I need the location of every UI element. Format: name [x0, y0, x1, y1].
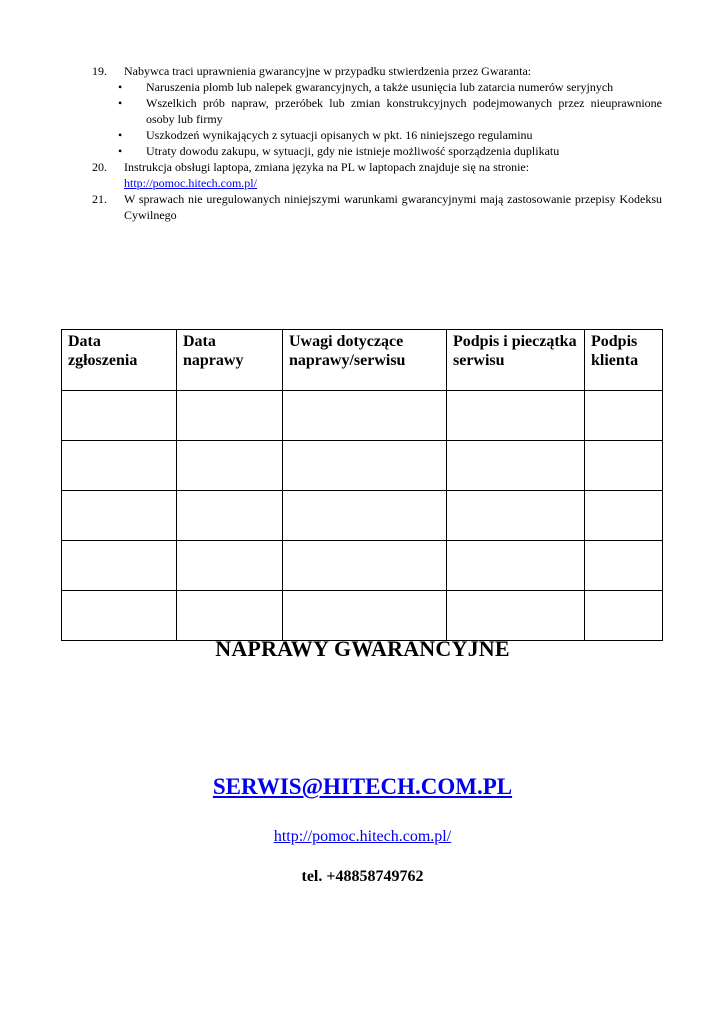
table-row [62, 491, 663, 541]
header-notes: Uwagi dotyczące naprawy/serwisu [283, 330, 447, 391]
term-19 [84, 63, 662, 79]
bullet-icon: • [118, 144, 123, 158]
term-20 [84, 159, 662, 191]
table-row [62, 391, 663, 441]
help-link[interactable]: http://pomoc.hitech.com.pl/ [124, 176, 257, 190]
table-cell[interactable] [447, 591, 585, 641]
table-cell[interactable] [283, 541, 447, 591]
table-cell[interactable] [585, 541, 663, 591]
email-link[interactable]: SERWIS@HITECH.COM.PL [212, 774, 513, 799]
table-cell[interactable] [283, 591, 447, 641]
table-cell[interactable] [177, 541, 283, 591]
list-item [118, 95, 662, 127]
list-item [118, 79, 662, 95]
bullet-text: Naruszenia plomb lub nalepek gwarancyjnych, a także usunięcia lub zatarcia numerów seryjnych [146, 80, 614, 94]
table-cell[interactable] [177, 391, 283, 441]
table-cell[interactable] [283, 391, 447, 441]
term-number: 20. [92, 160, 107, 174]
service-email [0, 774, 725, 800]
table-header-row [62, 330, 663, 391]
term-number: 21. [92, 192, 107, 206]
bullet-icon: • [118, 80, 123, 94]
table-cell[interactable] [585, 491, 663, 541]
table-cell[interactable] [447, 391, 585, 441]
bullet-text: Wszelkich prób napraw, przeróbek lub zmian konstrukcyjnych podejmowanych przez nieuprawnione osoby lub firmy [146, 96, 662, 126]
website [0, 828, 725, 846]
list-item [118, 143, 662, 159]
term-text: Nabywca traci uprawnienia gwarancyjne w przypadku stwierdzenia przez Gwaranta: [124, 64, 532, 78]
bullet-icon: • [118, 128, 123, 142]
bullet-text: Uszkodzeń wynikających z sytuacji opisanych w pkt. 16 niniejszego regulaminu [146, 128, 533, 142]
table-cell[interactable] [62, 441, 177, 491]
page-title: NAPRAWY GWARANCYJNE [215, 636, 510, 661]
table-cell[interactable] [585, 441, 663, 491]
header-date-repaired: Data naprawy [177, 330, 283, 391]
table-cell[interactable] [62, 391, 177, 441]
table-cell[interactable] [283, 491, 447, 541]
bullet-text: Utraty dowodu zakupu, w sytuacji, gdy nie istnieje możliwość sporządzenia duplikatu [146, 144, 560, 158]
table-row [62, 591, 663, 641]
term-text: W sprawach nie uregulowanych niniejszymi warunkami gwarancyjnymi mają zastosowanie przepisy Kodeksu Cywilnego [124, 192, 662, 222]
list-item [118, 127, 662, 143]
table-cell[interactable] [447, 441, 585, 491]
table-cell[interactable] [283, 441, 447, 491]
table-cell[interactable] [177, 491, 283, 541]
term-21 [84, 191, 662, 223]
bullet-icon: • [118, 96, 123, 110]
term-text: Instrukcja obsługi laptopa, zmiana języka na PL w laptopach znajduje się na stronie: [124, 160, 530, 174]
term-19-bullets [84, 79, 662, 159]
table-row [62, 441, 663, 491]
terms-list [84, 63, 662, 223]
table-row [62, 541, 663, 591]
term-number: 19. [92, 64, 107, 78]
service-log-table [61, 329, 663, 641]
header-service-signature: Podpis i pieczątka serwisu [447, 330, 585, 391]
website-link[interactable]: http://pomoc.hitech.com.pl/ [273, 828, 452, 845]
table-cell[interactable] [447, 491, 585, 541]
header-client-signature: Podpis klienta [585, 330, 663, 391]
table-cell[interactable] [447, 541, 585, 591]
header-date-reported: Data zgłoszenia [62, 330, 177, 391]
table-cell[interactable] [177, 441, 283, 491]
table-cell[interactable] [585, 391, 663, 441]
table-cell[interactable] [62, 491, 177, 541]
table-cell[interactable] [62, 591, 177, 641]
table-cell[interactable] [62, 541, 177, 591]
table-cell[interactable] [585, 591, 663, 641]
phone-number: tel. +48858749762 [301, 868, 424, 885]
table-cell[interactable] [177, 591, 283, 641]
